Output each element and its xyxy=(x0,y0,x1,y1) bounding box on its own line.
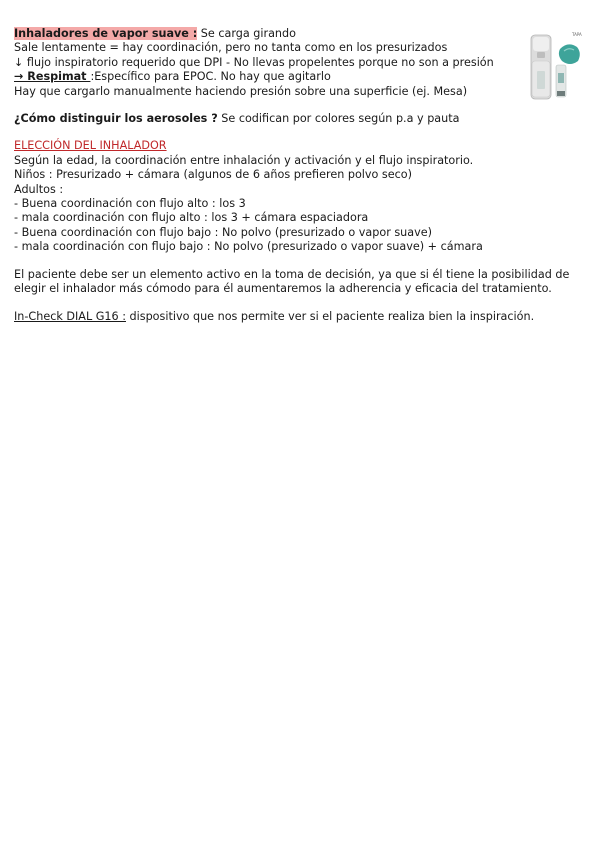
respimat-text: :Específico para EPOC. No hay que agitarlo xyxy=(90,70,331,84)
eleccion-heading: ELECCIÓN DEL INHALADOR xyxy=(14,139,167,153)
vapor-line-2: Sale lentamente = hay coordinación, pero no tanta como en los presurizados xyxy=(14,41,448,55)
eleccion-line: Según la edad, la coordinación entre inhalación y activación y el flujo inspiratorio. xyxy=(14,153,474,167)
aerosoles-answer: Se codifican por colores según p.a y pauta xyxy=(217,112,460,126)
incheck-text: dispositivo que nos permite ver si el paciente realiza bien la inspiración. xyxy=(125,309,535,323)
eleccion-line: - Buena coordinación con flujo alto : los 3 xyxy=(14,197,246,211)
aerosoles-question: ¿Cómo distinguir los aerosoles ? xyxy=(14,112,218,126)
vapor-line-5: Hay que cargarlo manualmente haciendo presión sobre una superficie (ej. Mesa) xyxy=(14,84,468,98)
vapor-title: Inhaladores de vapor suave : xyxy=(14,27,198,40)
respimat-inhaler-photo xyxy=(528,29,584,103)
svg-text:TAPA: TAPA xyxy=(572,32,582,37)
vapor-line-3: ↓ flujo inspiratorio requerido que DPI - No llevas propelentes porque no son a presión xyxy=(14,55,494,69)
aerosoles-line xyxy=(14,112,590,126)
eleccion-line: - Buena coordinación con flujo bajo : No polvo (presurizado o vapor suave) xyxy=(14,225,433,239)
vapor-title-line xyxy=(14,27,590,41)
eleccion-line: Adultos : xyxy=(14,182,64,196)
respimat-line xyxy=(14,70,590,84)
incheck-label: In-Check DIAL G16 : xyxy=(14,309,126,323)
eleccion-line: - mala coordinación con flujo bajo : No polvo (presurizado o vapor suave) + cámara xyxy=(14,240,483,254)
vapor-title-tail: Se carga girando xyxy=(197,27,296,40)
paciente-paragraph: El paciente debe ser un elemento activo en la toma de decisión, ya que si él tiene la posibilidad de elegir el inhalador más cómodo para él aumentaremos la adherencia y eficacia del tratamiento. xyxy=(14,267,570,296)
incheck-line xyxy=(14,310,590,324)
eleccion-line: Niños : Presurizado + cámara (algunos de 6 años prefieren polvo seco) xyxy=(14,168,412,182)
document-body xyxy=(14,27,590,324)
eleccion-line: - mala coordinación con flujo alto : los 3 + cámara espaciadora xyxy=(14,211,369,225)
respimat-label: → Respimat xyxy=(14,70,91,84)
